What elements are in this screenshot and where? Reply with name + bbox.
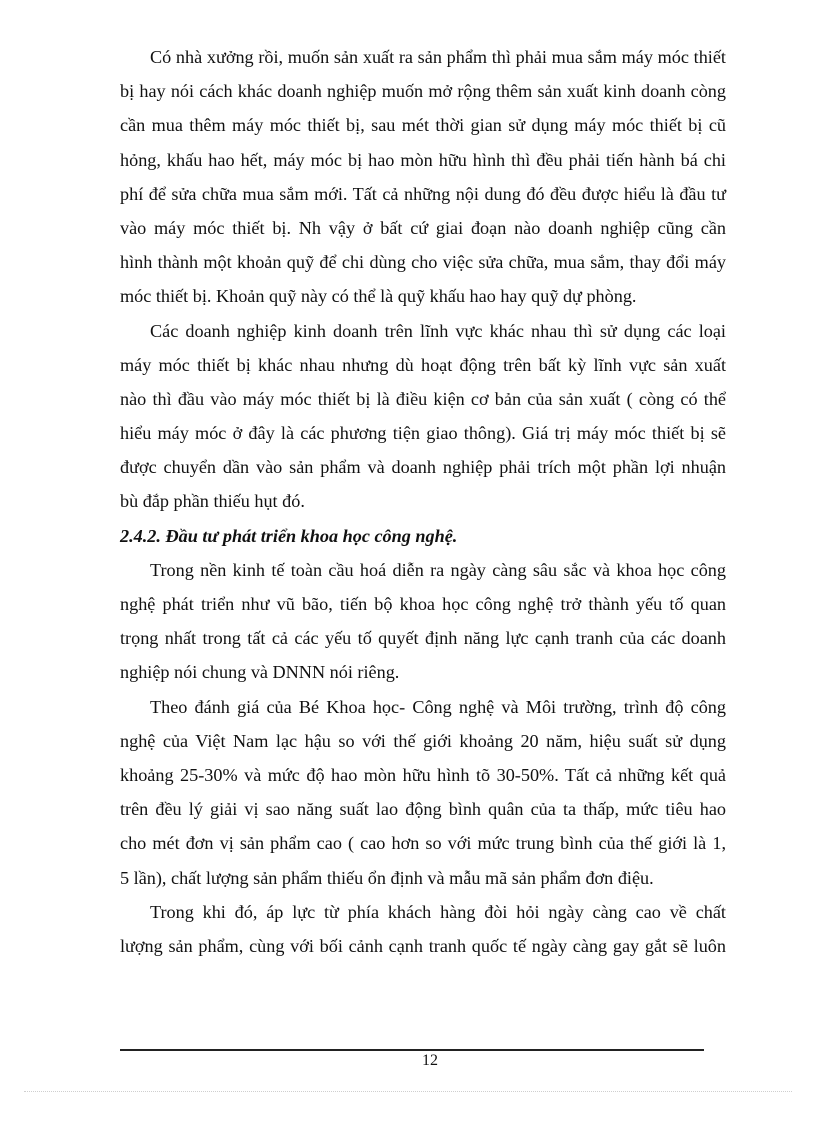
paragraph-line: hỏng, khấu hao hết, máy móc bị hao mòn hữu hình thì đều phải tiến hành bá chi: [120, 149, 726, 170]
paragraph-line: nào thì đầu vào máy móc thiết bị là điều kiện cơ bản của sản xuất ( còng có thể: [120, 388, 726, 409]
paragraph-line: 5 lần), chất lượng sản phẩm thiếu ổn định và mẫu mã sản phẩm đơn điệu.: [120, 867, 654, 888]
paragraph-line: bị hay nói cách khác doanh nghiệp muốn mở rộng thêm sản xuất kinh doanh còng: [120, 81, 726, 102]
page-bottom-border: [24, 1091, 792, 1092]
paragraph-line: trên đều lý giải vị sao năng suất lao động bình quân của ta thấp, mức tiêu hao: [120, 799, 726, 820]
paragraph-line: được chuyển dần vào sản phẩm và doanh nghiệp phải trích một phần lợi nhuận: [120, 457, 726, 478]
paragraph-line: trọng nhất trong tất cả các yếu tố quyết định năng lực cạnh tranh của các doanh: [120, 628, 726, 649]
paragraph-line: hiểu máy móc ở đây là các phương tiện giao thông). Giá trị máy móc thiết bị sẽ: [120, 423, 726, 444]
paragraph-line: cần mua thêm máy móc thiết bị, sau mét thời gian sử dụng máy móc thiết bị cũ: [120, 115, 726, 136]
paragraph-line: nghiệp nói chung và DNNN nói riêng.: [120, 662, 400, 683]
paragraph-line: nghệ phát triển như vũ bão, tiến bộ khoa học công nghệ trở thành yếu tố quan: [120, 594, 726, 614]
paragraph-line: khoảng 25-30% và mức độ hao mòn hữu hình tõ 30-50%. Tất cả những kết quả: [120, 764, 726, 785]
paragraph-line: móc thiết bị. Khoản quỹ này có thể là quỹ khấu hao hay quỹ dự phòng.: [120, 286, 637, 307]
page-number: 12: [422, 1052, 438, 1069]
section-heading: 2.4.2. Đầu tư phát triển khoa học công nghệ.: [120, 525, 458, 546]
paragraph-line: Các doanh nghiệp kinh doanh trên lĩnh vực khác nhau thì sử dụng các loại: [150, 320, 726, 341]
paragraph-line: cho mét đơn vị sản phẩm cao ( cao hơn so với mức trung bình của thế giới là 1,: [120, 833, 726, 854]
paragraph-line: lượng sản phẩm, cùng với bối cảnh cạnh tranh quốc tế ngày càng gay gắt sẽ luôn: [120, 935, 726, 956]
paragraph-line: bù đắp phần thiếu hụt đó.: [120, 491, 305, 512]
paragraph-line: Trong khi đó, áp lực từ phía khách hàng đòi hỏi ngày càng cao về chất: [150, 901, 726, 922]
paragraph-line: Theo đánh giá của Bé Khoa học- Công nghệ và Môi trường, trình độ công: [150, 696, 726, 717]
paragraph-line: vào máy móc thiết bị. Nh vậy ở bất cứ giai đoạn nào doanh nghiệp cũng cần: [120, 217, 726, 238]
paragraph-line: Trong nền kinh tế toàn cầu hoá diễn ra ngày càng sâu sắc và khoa học công: [150, 559, 726, 580]
paragraph-line: Có nhà xưởng rồi, muốn sản xuất ra sản phẩm thì phải mua sắm máy móc thiết: [150, 47, 726, 67]
body-text: [120, 40, 726, 963]
paragraph-line: nghệ của Việt Nam lạc hậu so với thế giới khoảng 20 năm, hiệu suất sử dụng: [120, 730, 726, 751]
paragraph-line: máy móc thiết bị khác nhau nhưng dù hoạt động trên bất kỳ lĩnh vực sản xuất: [120, 354, 726, 375]
paragraph-line: hình thành một khoản quỹ để chi dùng cho việc sửa chữa, mua sắm, thay đổi máy: [120, 252, 726, 273]
paragraph-line: phí để sửa chữa mua sắm mới. Tất cả những nội dung đó đều được hiểu là đầu tư: [120, 183, 726, 204]
